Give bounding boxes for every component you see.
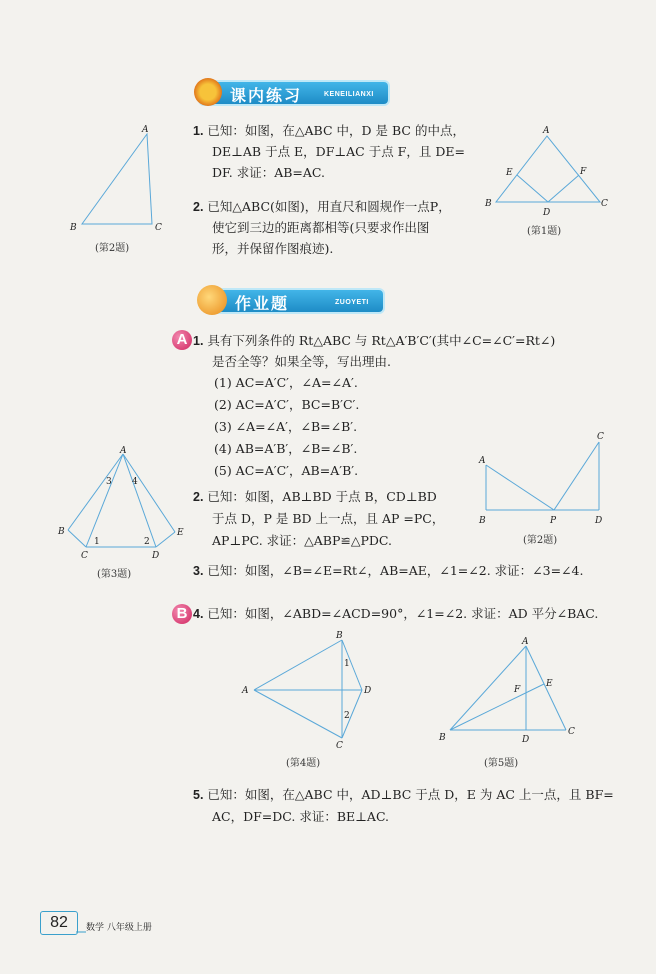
level-b-badge: B (172, 604, 192, 624)
line: 已知△ABC(如图)，用直尺和圆规作一点P， (207, 199, 451, 214)
line: 已知：如图，∠B=∠E=Rt∠，AB=AE，∠1=∠2. 求证：∠3=∠4. (207, 563, 584, 578)
svg-text:A: A (242, 686, 249, 696)
svg-text:A: A (543, 126, 550, 136)
svg-text:E: E (546, 679, 553, 689)
page-number: 82 (40, 911, 78, 935)
svg-text:E: E (506, 168, 513, 178)
homework-1-item-3: (3) ∠A=∠A′，∠B=∠B′. (214, 419, 358, 434)
level-a-badge: A (172, 330, 192, 350)
svg-text:C: C (601, 199, 608, 209)
svg-text:B: B (58, 527, 65, 537)
caption-ex2: (第2题) (95, 243, 130, 254)
svg-text:B: B (70, 223, 77, 233)
homework-2-line-3: AP⊥PC. 求证：△ABP≌△PDC. (212, 533, 393, 548)
svg-text:C: C (81, 551, 88, 561)
exercise-2-line-2: 使它到三边的距离都相等(只要求作出图 (212, 220, 430, 235)
figure-hw5 (436, 636, 586, 746)
exercise-1-line-2: DE⊥AB 于点 E，DF⊥AC 于点 F，且 DE= (212, 144, 465, 159)
number: 2. (193, 490, 204, 504)
svg-text:C: C (155, 223, 162, 233)
moon-icon (197, 285, 227, 315)
caption-hw3: (第3题) (97, 569, 132, 580)
number: 5. (193, 788, 204, 802)
homework-5 (193, 784, 614, 806)
homework-1-item-1: (1) AC=A′C′，∠A=∠A′. (214, 375, 358, 390)
homework-2 (193, 486, 437, 508)
svg-text:C: C (336, 741, 343, 750)
section-banner-homework (205, 290, 383, 312)
svg-text:D: D (152, 551, 160, 561)
svg-text:B: B (479, 516, 486, 526)
figure-ex1-triangle (484, 122, 614, 220)
exercise-1 (193, 120, 465, 142)
section-subtitle: KENEILIANXI (324, 91, 374, 98)
svg-text:A: A (142, 125, 149, 135)
number: 1. (193, 124, 204, 138)
homework-3 (193, 560, 583, 582)
svg-text:4: 4 (132, 477, 138, 487)
caption-hw2: (第2题) (523, 535, 558, 546)
section-title: 作业题 (235, 294, 290, 313)
homework-1-item-4: (4) AB=A′B′，∠B=∠B′. (214, 441, 358, 456)
svg-text:P: P (550, 516, 557, 526)
svg-text:2: 2 (144, 537, 150, 547)
homework-1-item-2: (2) AC=A′C′，BC=B′C′. (214, 397, 360, 412)
svg-text:2: 2 (344, 711, 350, 721)
svg-text:E: E (177, 528, 184, 538)
homework-2-line-2: 于点 D，P 是 BD 上一点，且 AP =PC， (212, 511, 445, 526)
caption-ex1: (第1题) (527, 226, 562, 237)
number: 1. (193, 334, 204, 348)
svg-text:B: B (485, 199, 492, 209)
svg-text:1: 1 (94, 537, 100, 547)
svg-text:A: A (522, 637, 529, 647)
svg-text:C: C (597, 432, 604, 442)
number: 2. (193, 200, 204, 214)
homework-1-item-5: (5) AC=A′C′，AB=A′B′. (214, 463, 359, 478)
homework-5-line-2: AC，DF=DC. 求证：BE⊥AC. (212, 809, 390, 824)
line: 已知：如图，在△ABC 中，AD⊥BC 于点 D，E 为 AC 上一点，且 BF= (207, 787, 614, 802)
caption-hw5: (第5题) (484, 758, 519, 769)
number: 3. (193, 564, 204, 578)
figure-hw2 (474, 425, 619, 530)
figure-hw4 (236, 628, 386, 750)
sun-icon (194, 78, 222, 106)
exercise-1-line-3: DF. 求证：AB=AC. (212, 165, 326, 180)
homework-4 (193, 603, 598, 625)
svg-text:F: F (514, 685, 521, 695)
section-subtitle: ZUOYETI (335, 299, 369, 306)
svg-text:1: 1 (344, 659, 350, 669)
svg-text:F: F (580, 167, 587, 177)
svg-text:D: D (522, 735, 530, 745)
svg-text:A: A (479, 456, 486, 466)
section-banner-practice (200, 82, 388, 104)
line: 已知：如图，在△ABC 中，D 是 BC 的中点， (207, 123, 465, 138)
caption-hw4: (第4题) (286, 758, 321, 769)
line: 具有下列条件的 Rt△ABC 与 Rt△A′B′C′(其中∠C=∠C′=Rt∠) (207, 333, 556, 348)
svg-text:C: C (568, 727, 575, 737)
figure-hw3 (50, 440, 195, 565)
number: 4. (193, 607, 204, 621)
svg-text:B: B (336, 631, 343, 641)
line: 已知：如图，∠ABD=∠ACD=90°，∠1=∠2. 求证：AD 平分∠BAC. (207, 606, 599, 621)
exercise-2 (193, 196, 451, 218)
exercise-2-line-3: 形，并保留作图痕迹). (212, 241, 334, 256)
book-title: 数学 八年级上册 (86, 923, 152, 933)
svg-text:D: D (595, 516, 603, 526)
figure-ex2-triangle (60, 120, 180, 255)
svg-text:B: B (439, 733, 446, 743)
line: 已知：如图，AB⊥BD 于点 B，CD⊥BD (207, 489, 437, 504)
svg-text:D: D (364, 686, 372, 696)
homework-1-line-2: 是否全等？如果全等，写出理由. (212, 354, 391, 369)
svg-text:3: 3 (106, 477, 112, 487)
svg-text:D: D (543, 208, 551, 218)
section-title: 课内练习 (230, 86, 303, 105)
svg-text:A: A (120, 446, 127, 456)
homework-1 (193, 330, 555, 352)
